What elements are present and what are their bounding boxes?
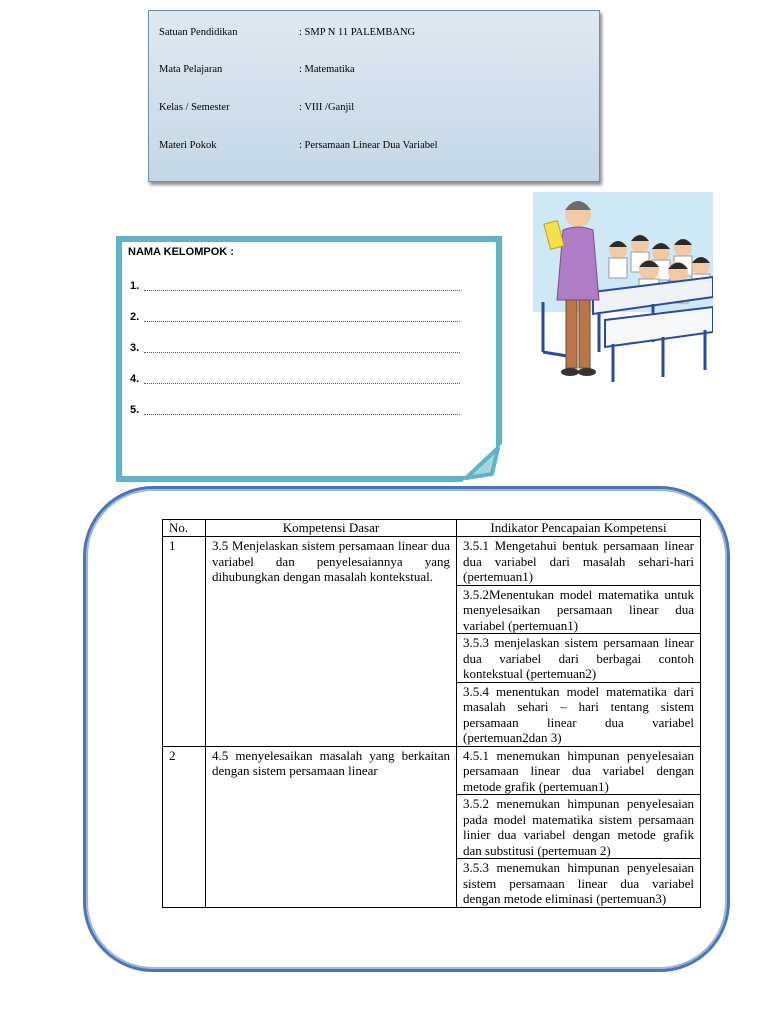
- table-header-row: [163, 520, 701, 537]
- member-line-3[interactable]: [130, 342, 460, 356]
- member-line-5[interactable]: [130, 404, 460, 418]
- indicator-item: 3.5.1 Mengetahui bentuk persamaan linear dua variabel dari masalah sehari-hari (pertemuan1): [457, 537, 700, 586]
- indicator-item: 3.5.2Menentukan model matematika untuk menyelesaikan persamaan linear dua variabel (pertemuan1): [457, 586, 700, 635]
- group-name-card: [116, 236, 502, 482]
- header-no: No.: [163, 520, 206, 537]
- member-number: 3.: [130, 342, 140, 354]
- teacher-classroom-illustration-icon: [533, 192, 713, 385]
- kd-cell: 3.5 Menjelaskan sistem persamaan linear dua variabel dan penyelesaiannya yang dihubungkan dengan masalah kontekstual.: [206, 537, 457, 747]
- identity-row-subject: [159, 64, 589, 78]
- indicator-cell: [457, 746, 701, 907]
- indicator-item: 4.5.1 menemukan himpunan penyelesaian persamaan linear dua variabel dengan metode grafik (pertemuan1): [457, 747, 700, 796]
- identity-value: : Matematika: [299, 64, 355, 75]
- identity-label: Materi Pokok: [159, 140, 217, 151]
- header-kd: Kompetensi Dasar: [206, 520, 457, 537]
- identity-row-class: [159, 102, 589, 116]
- identity-row-school: [159, 27, 589, 41]
- identity-label: Kelas / Semester: [159, 102, 230, 113]
- identity-value: : SMP N 11 PALEMBANG: [299, 27, 416, 38]
- member-line-1[interactable]: [130, 280, 460, 294]
- indicator-item: 3.5.4 menentukan model matematika dari masalah sehari – hari tentang sistem persamaan linear dua variabel (pertemuan2dan 3): [463, 683, 694, 745]
- table-row: [163, 537, 701, 747]
- dotted-line: [144, 321, 460, 322]
- indicator-item: 3.5.3 menjelaskan sistem persamaan linear dua variabel dari berbagai contoh kontekstual (pertemuan2): [457, 634, 700, 683]
- indicator-item: 3.5.2 menemukan himpunan penyelesaian pada model matematika sistem persamaan linier dua variabel dengan metode grafik dan substitusi (pertemuan 2): [457, 795, 700, 859]
- identity-box: [148, 10, 600, 182]
- identity-value: : VIII /Ganjil: [299, 102, 355, 113]
- member-number: 2.: [130, 311, 140, 323]
- dotted-line: [144, 383, 460, 384]
- identity-row-topic: [159, 140, 589, 154]
- member-number: 4.: [130, 373, 140, 385]
- header-indicator: Indikator Pencapaian Kompetensi: [457, 520, 701, 537]
- identity-label: Mata Pelajaran: [159, 64, 223, 75]
- member-number: 1.: [130, 280, 140, 292]
- table-row: [163, 746, 701, 907]
- page-fold-icon: [462, 444, 502, 482]
- indicator-item: 3.5.3 menemukan himpunan penyelesaian sistem persamaan linear dua variabel dengan metode eliminasi (pertemuan3): [463, 860, 694, 906]
- identity-label: Satuan Pendidikan: [159, 27, 238, 38]
- row-number: 1: [163, 537, 206, 747]
- member-line-4[interactable]: [130, 373, 460, 387]
- kd-cell: 4.5 menyelesaikan masalah yang berkaitan dengan sistem persamaan linear: [206, 746, 457, 907]
- dotted-line: [144, 290, 460, 291]
- indicator-cell: [457, 537, 701, 747]
- row-number: 2: [163, 746, 206, 907]
- group-title: NAMA KELOMPOK :: [128, 246, 234, 258]
- member-number: 5.: [130, 404, 140, 416]
- member-line-2[interactable]: [130, 311, 460, 325]
- identity-value: : Persamaan Linear Dua Variabel: [299, 140, 438, 151]
- dotted-line: [144, 352, 460, 353]
- competency-table: [162, 519, 701, 908]
- dotted-line: [144, 414, 460, 415]
